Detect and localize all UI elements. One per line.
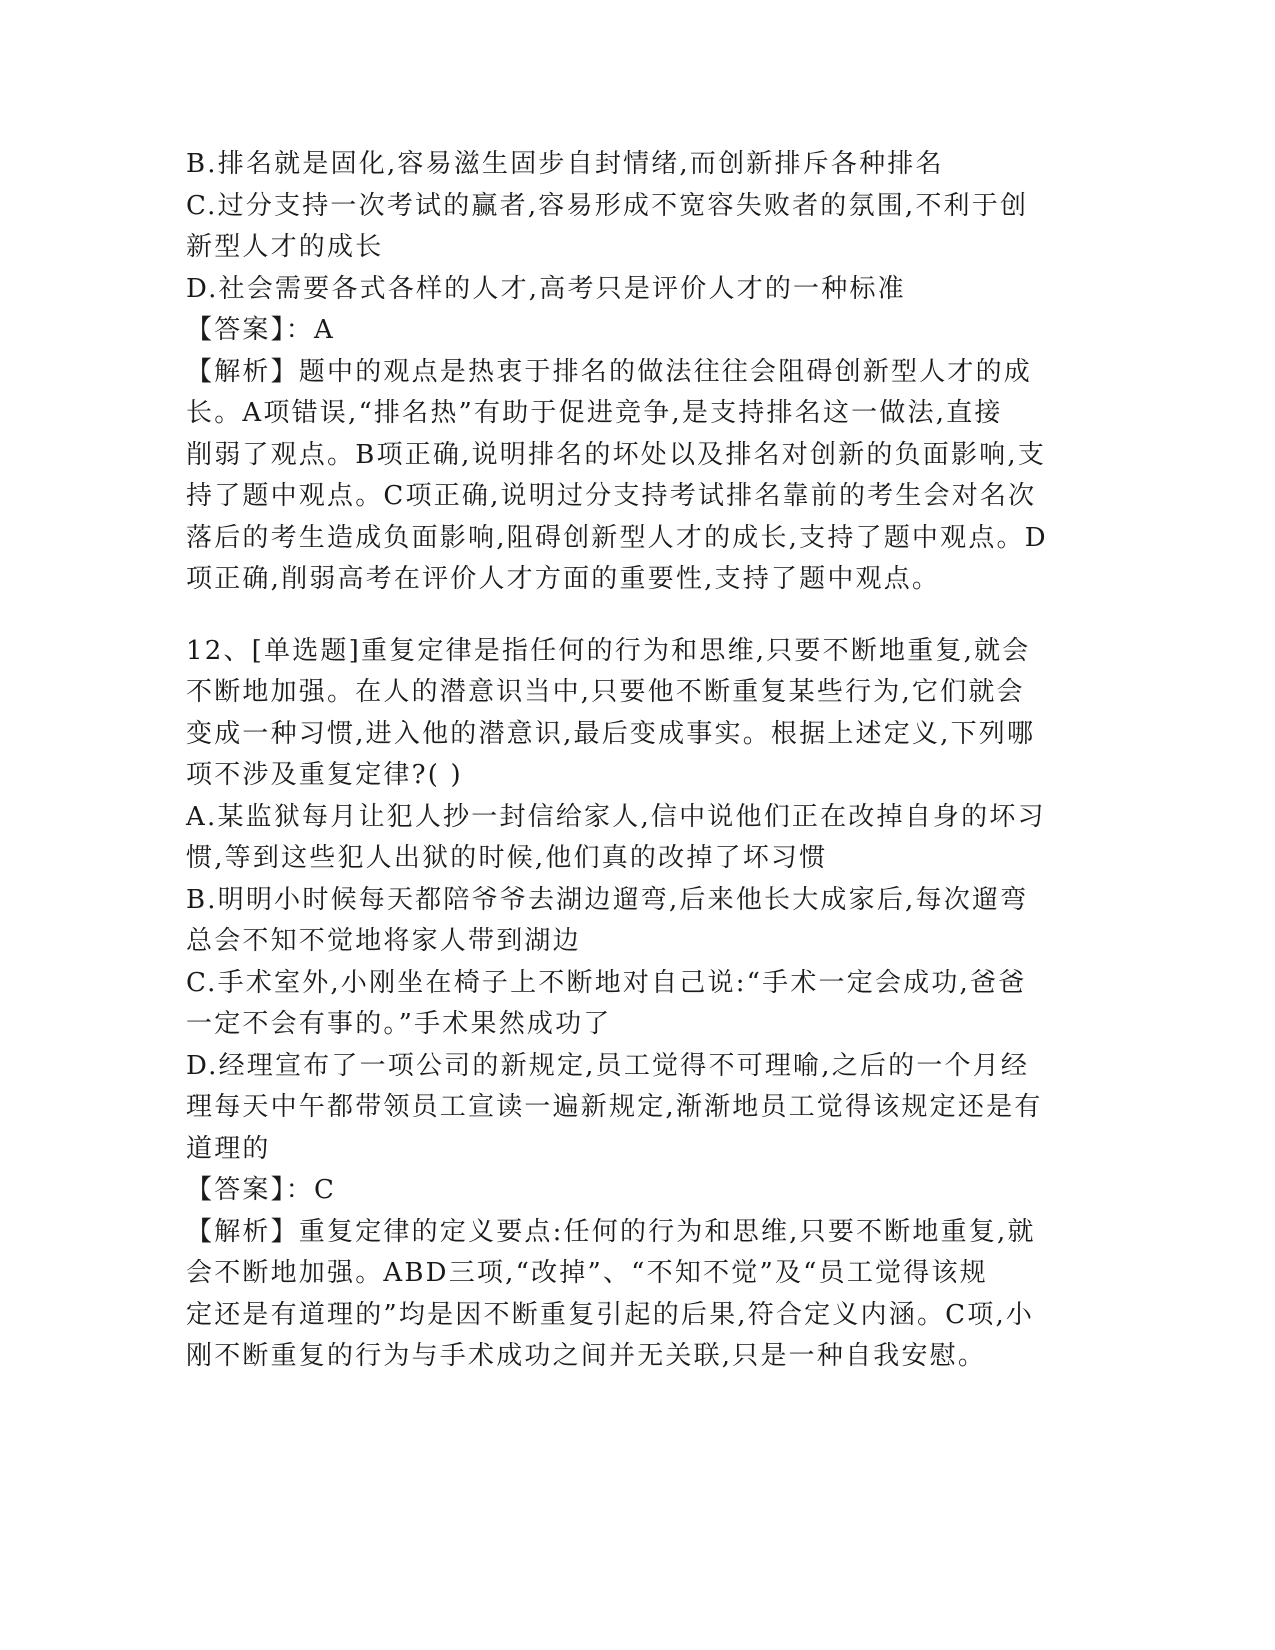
option-d-line: D.经理宣布了一项公司的新规定,员工觉得不可理喻,之后的一个月经 <box>186 1050 1030 1081</box>
option-c-line: C.手术室外,小刚坐在椅子上不断地对自己说:“手术一定会成功,爸爸 <box>186 967 1027 998</box>
stem-line: 12、[单选题]重复定律是指任何的行为和思维,只要不断地重复,就会 <box>186 635 1031 666</box>
analysis-line: 【解析】重复定律的定义要点:任何的行为和思维,只要不断地重复,就 <box>186 1216 1036 1247</box>
question-gap <box>186 601 1046 631</box>
option-c-line-2: 新型人才的成长 <box>186 232 384 262</box>
question-12 <box>186 631 1046 1378</box>
stem-line: 项不涉及重复定律?( ) <box>186 760 463 790</box>
document-page <box>186 144 1046 1378</box>
answer-label: 【答案】：C <box>186 1175 337 1205</box>
option-a-line: A.某监狱每月让犯人抄一封信给家人,信中说他们正在改掉自身的坏习 <box>186 801 1046 832</box>
option-d: D.社会需要各式各样的人才,高考只是评价人才的一种标准 <box>186 273 906 304</box>
option-b-line: B.明明小时候每天都陪爷爷去湖边遛弯,后来他长大成家后,每次遛弯 <box>186 884 1029 915</box>
option-c-line: 一定不会有事的。”手术果然成功了 <box>186 1009 612 1039</box>
analysis-block <box>186 352 1046 601</box>
analysis-line: 定还是有道理的”均是因不断重复引起的后果,符合定义内涵。C项,小 <box>186 1299 1035 1330</box>
analysis-block <box>186 1212 1046 1378</box>
analysis-line: 刚不断重复的行为与手术成功之间并无关联,只是一种自我安慰。 <box>186 1341 987 1371</box>
stem-line: 不断地加强。在人的潜意识当中,只要他不断重复某些行为,它们就会 <box>186 677 1025 707</box>
question-stem <box>186 631 1046 797</box>
option-b-line: 总会不知不觉地将家人带到湖边 <box>186 926 581 956</box>
option-c-line-1: C.过分支持一次考试的赢者,容易形成不宽容失败者的氛围,不利于创 <box>186 190 1029 221</box>
stem-line: 变成一种习惯,进入他的潜意识,最后变成事实。根据上述定义,下列哪 <box>186 718 1036 749</box>
option-d-line: 道理的 <box>186 1133 271 1164</box>
option-d-line: 理每天中午都带领员工宣读一遍新规定,渐渐地员工觉得该规定还是有 <box>186 1092 1043 1122</box>
answer-label: 【答案】：A <box>186 315 335 345</box>
option-d <box>186 1046 1046 1171</box>
option-b: B.排名就是固化,容易滋生固步自封情绪,而创新排斥各种排名 <box>186 149 944 179</box>
question-11-tail <box>186 144 1046 601</box>
analysis-line: 会不断地加强。ABD三项,“改掉”、“不知不觉”及“员工觉得该规 <box>186 1258 988 1288</box>
option-b <box>186 880 1046 963</box>
analysis-line: 【解析】题中的观点是热衷于排名的做法往往会阻碍创新型人才的成 <box>186 356 1033 387</box>
analysis-line: 项正确,削弱高考在评价人才方面的重要性,支持了题中观点。 <box>186 564 941 594</box>
option-c <box>186 963 1046 1046</box>
analysis-line: 持了题中观点。C项正确,说明过分支持考试排名靠前的考生会对名次 <box>186 481 1037 511</box>
analysis-line: 落后的考生造成负面影响,阻碍创新型人才的成长,支持了题中观点。D <box>186 522 1048 553</box>
analysis-line: 削弱了观点。B项正确,说明排名的坏处以及排名对创新的负面影响,支 <box>186 439 1047 470</box>
option-a <box>186 797 1046 880</box>
option-a-line: 惯,等到这些犯人出狱的时候,他们真的改掉了坏习惯 <box>186 843 828 873</box>
analysis-line: 长。A项错误,“排名热”有助于促进竞争,是支持排名这一做法,直接 <box>186 398 1003 428</box>
